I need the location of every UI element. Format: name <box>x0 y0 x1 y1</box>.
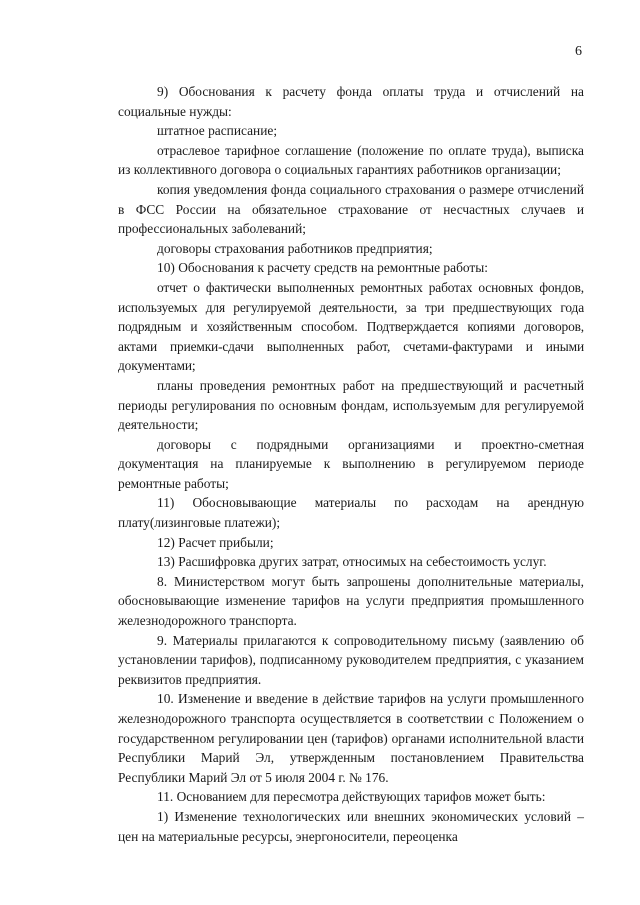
paragraph-staff-schedule: штатное расписание; <box>157 123 278 139</box>
paragraph-insurance-contracts: договоры страхования работников предприятия; <box>157 240 433 256</box>
paragraph-11-rent-materials: 11) Обосновывающие материалы по расходам на арендную плату(лизинговые платежи); <box>118 495 584 531</box>
paragraph-section-11-item-1: 1) Изменение технологических или внешних экономических условий – цен на материальные ресурсы, энергоносители, переоценка <box>118 808 584 844</box>
paragraph-10-repair-justification: 10) Обоснования к расчету средств на ремонтные работы: <box>157 260 488 276</box>
paragraph-contractor-agreements: договоры с подрядными организациями и проектно-сметная документация на планируемые к выполнению в регулируемом периоде ремонтные работы; <box>118 436 584 491</box>
paragraph-section-8: 8. Министерством могут быть запрошены дополнительные материалы, обосновывающие изменение тарифов на услуги предприятия промышленного железнодорожного транспорта. <box>118 573 584 629</box>
paragraph-section-9: 9. Материалы прилагаются к сопроводительному письму (заявлению об установлении тарифов), подписанному руководителем предприятия, с указанием реквизитов предприятия. <box>118 632 584 687</box>
page-number: 6 <box>575 44 582 59</box>
paragraph-12-profit: 12) Расчет прибыли; <box>157 534 274 550</box>
paragraph-section-11: 11. Основанием для пересмотра действующих тарифов может быть: <box>157 789 546 805</box>
document-body <box>118 82 584 846</box>
paragraph-9-salary-justification: 9) Обоснования к расчету фонда оплаты труда и отчислений на социальные нужды: <box>118 84 584 119</box>
paragraph-tariff-agreement: отраслевое тарифное соглашение (положение по оплате труда), выписка из коллективного договора о социальных гарантиях работников организации; <box>118 142 584 178</box>
paragraph-repair-plans: планы проведения ремонтных работ на предшествующий и расчетный периоды регулирования по основным фондам, используемым для регулируемой деятельности; <box>118 377 584 433</box>
paragraph-social-insurance-notice: копия уведомления фонда социального страхования о размере отчислений в ФСС России на обязательное страхование от несчастных случаев и профессиональных заболеваний; <box>118 181 584 237</box>
paragraph-section-10: 10. Изменение и введение в действие тарифов на услуги промышленного железнодорожного транспорта осуществляется в соответствии с Положением о государственном регулировании цен (тарифов) органами исполнительной власти Республики Марий Эл, утвержденным постановлением Правительства Республики Марий Эл от 5 июля 2004 г. № 176. <box>118 691 584 785</box>
paragraph-13-other-costs: 13) Расшифровка других затрат, относимых на себестоимость услуг. <box>157 554 547 570</box>
paragraph-repair-report: отчет о фактически выполненных ремонтных работах основных фондов, используемых для регулируемой деятельности, за три предшествующих года подрядным и хозяйственным способом. Подтверждается копиями договоров, актами приемки-сдачи выполненных работ, счетами-фактурами и иными документами; <box>118 279 584 374</box>
